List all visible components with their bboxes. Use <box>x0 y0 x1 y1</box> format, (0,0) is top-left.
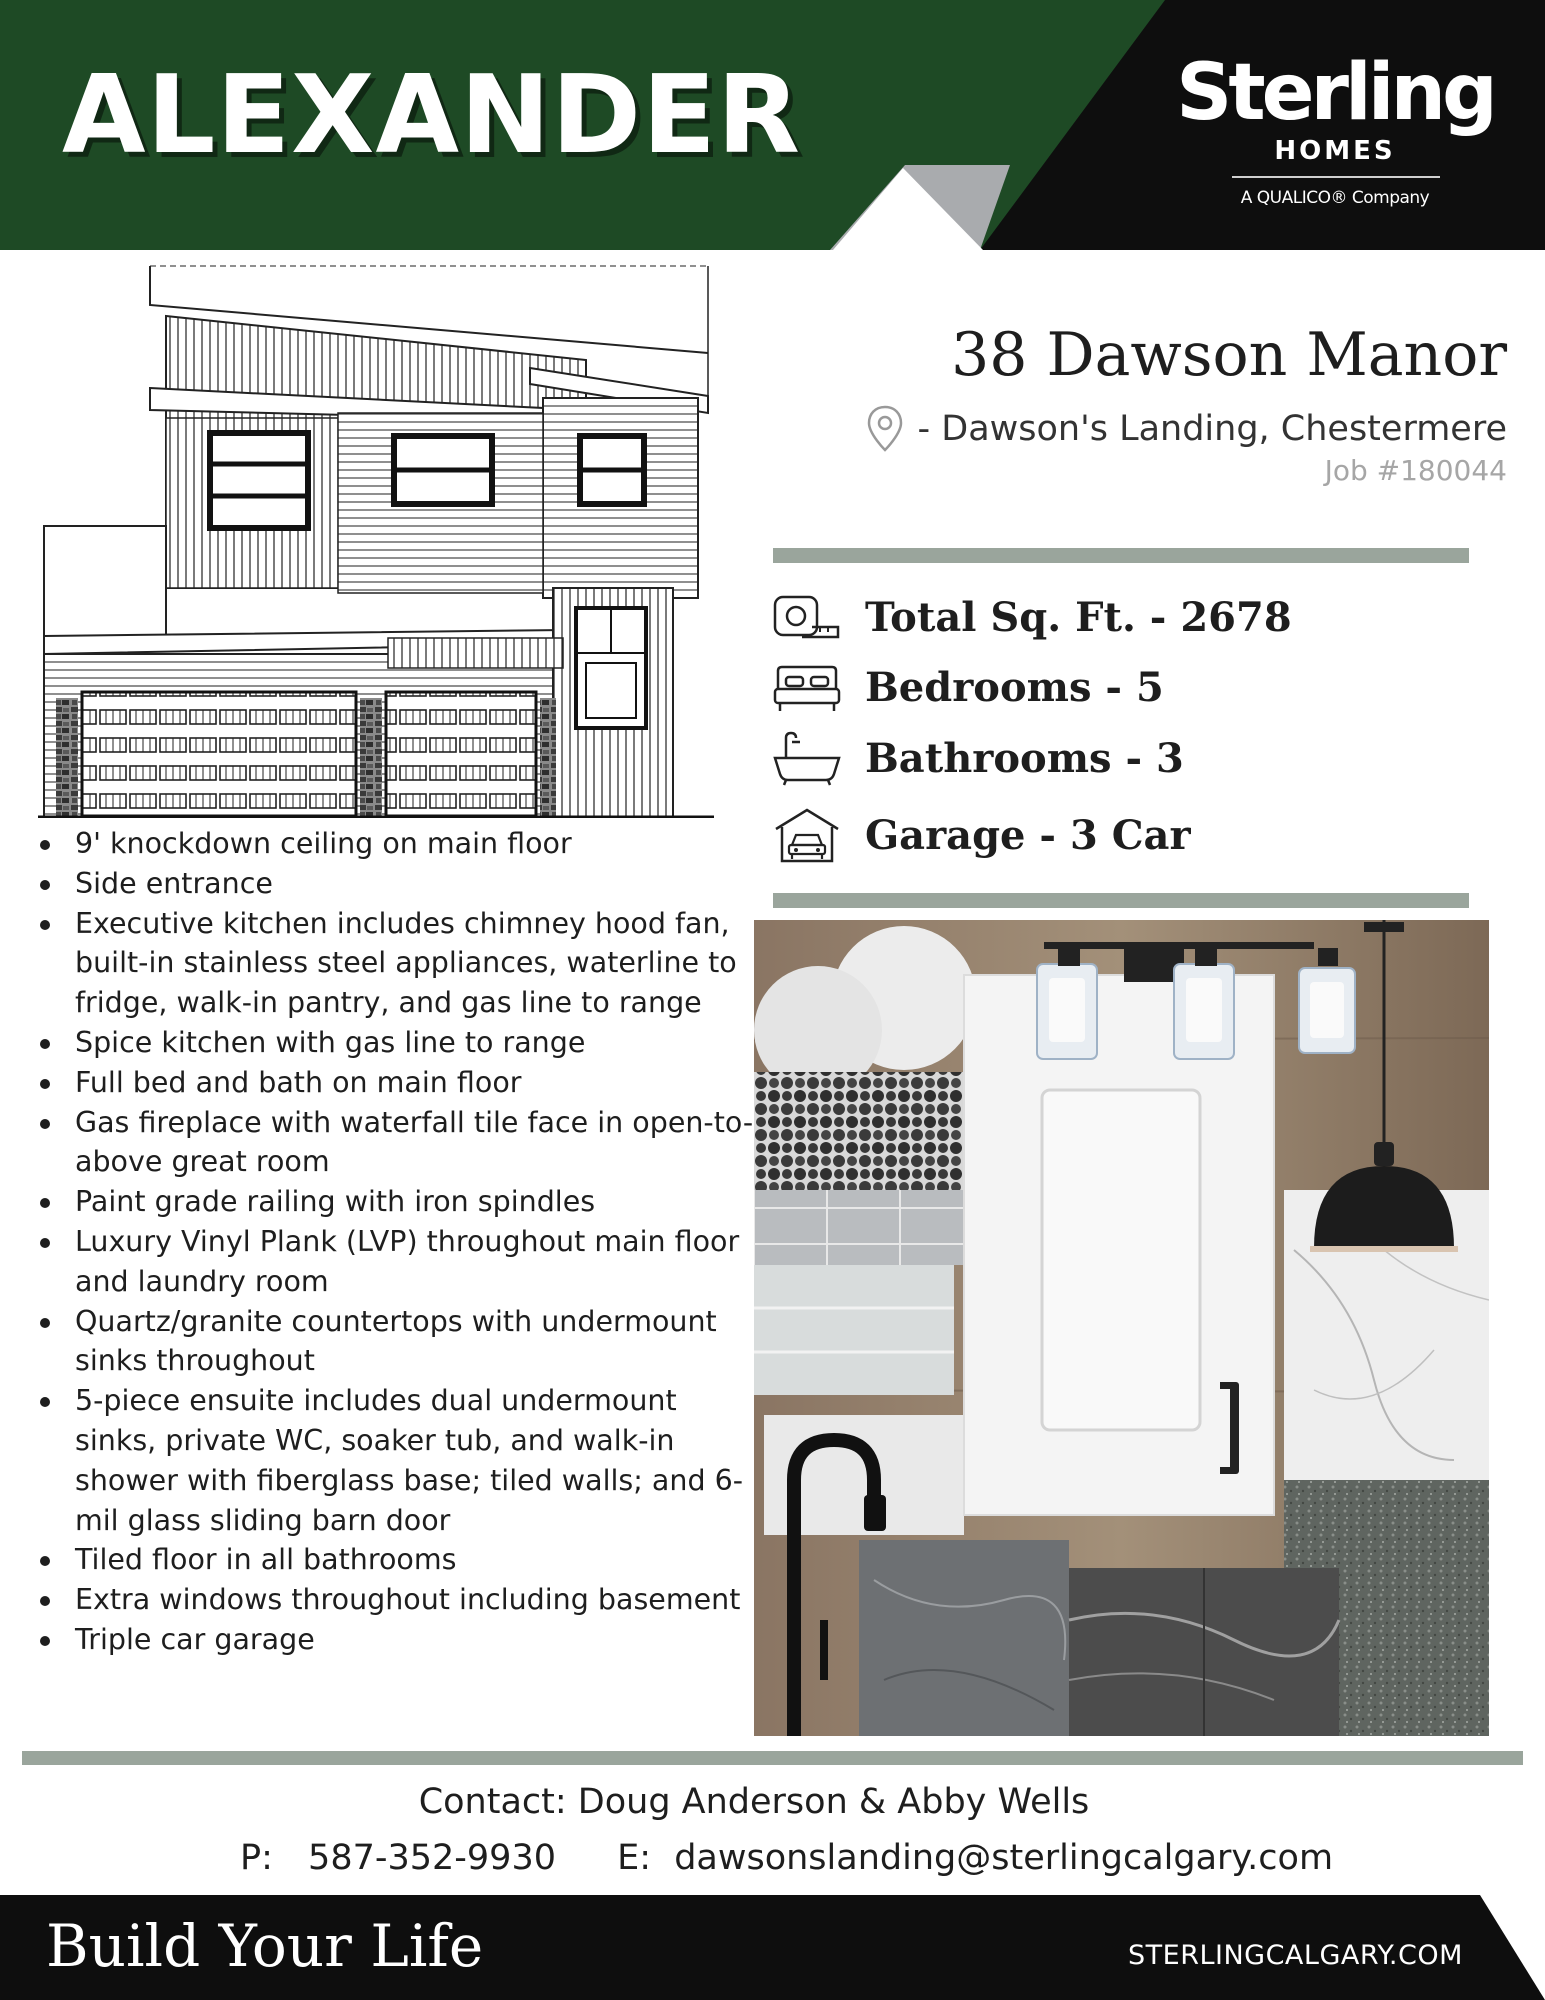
feature-item: Side entrance <box>34 864 754 904</box>
divider-top <box>773 548 1469 563</box>
house-elevation-drawing <box>38 258 714 818</box>
feature-item: Paint grade railing with iron spindles <box>34 1182 754 1222</box>
location-pin-icon <box>865 404 905 454</box>
phone-number[interactable]: 587-352-9930 <box>308 1838 556 1878</box>
job-number: Job #180044 <box>1324 454 1507 487</box>
spec-label: Bedrooms - 5 <box>865 663 1164 711</box>
contact-details <box>240 1838 1333 1878</box>
feature-list <box>34 824 754 1660</box>
community-location: - Dawson's Landing, Chestermere <box>917 409 1507 449</box>
divider-middle <box>773 893 1469 908</box>
spec-bathrooms <box>772 727 1184 789</box>
phone-label: P: <box>240 1838 273 1878</box>
feature-item: Quartz/granite countertops with undermount sinks throughout <box>34 1302 754 1382</box>
feature-item: 9' knockdown ceiling on main floor <box>34 824 754 864</box>
feature-item: Full bed and bath on main floor <box>34 1063 754 1103</box>
feature-item: Executive kitchen includes chimney hood fan, built-in stainless steel appliances, waterline to fridge, walk-in pantry, and gas line to range <box>34 904 754 1023</box>
bathtub-icon <box>772 730 842 786</box>
property-address: 38 Dawson Manor <box>951 320 1507 390</box>
feature-item: Spice kitchen with gas line to range <box>34 1023 754 1063</box>
email-address[interactable]: dawsonslanding@sterlingcalgary.com <box>674 1838 1334 1878</box>
brand-logo-sub: HOMES <box>1274 136 1396 166</box>
garage-icon <box>772 807 842 863</box>
location-row <box>865 404 1507 454</box>
feature-item: Luxury Vinyl Plank (LVP) throughout main floor and laundry room <box>34 1222 754 1302</box>
spec-label: Total Sq. Ft. - 2678 <box>865 593 1292 641</box>
contact-names: Contact: Doug Anderson & Abby Wells <box>418 1782 1090 1822</box>
brand-divider <box>1232 176 1440 178</box>
feature-item: Extra windows throughout including basement <box>34 1580 754 1620</box>
spec-bedrooms <box>772 656 1164 718</box>
spec-garage <box>772 804 1191 866</box>
tape-measure-icon <box>772 589 842 645</box>
feature-item: Triple car garage <box>34 1620 754 1660</box>
spec-label: Bathrooms - 3 <box>865 734 1184 782</box>
model-name: ALEXANDER <box>62 53 802 178</box>
brand-logo-name: Sterling <box>1176 48 1494 138</box>
spec-total-sqft <box>772 586 1292 648</box>
feature-item: Gas fireplace with waterfall tile face in open-to-above great room <box>34 1103 754 1183</box>
feature-item: Tiled floor in all bathrooms <box>34 1540 754 1580</box>
email-label: E: <box>617 1838 652 1878</box>
slogan: Build Your Life <box>46 1912 484 1980</box>
feature-item: 5-piece ensuite includes dual undermount sinks, private WC, soaker tub, and walk-in shower with fiberglass base; tiled walls; and 6-mil glass sliding barn door <box>34 1381 754 1540</box>
divider-bottom <box>22 1751 1523 1765</box>
finishes-mood-board <box>754 920 1489 1736</box>
spec-label: Garage - 3 Car <box>865 811 1191 859</box>
brand-tagline: A QUALICO® Company <box>1240 188 1430 208</box>
website-link[interactable]: STERLINGCALGARY.COM <box>1128 1940 1463 1971</box>
bed-icon <box>772 659 842 715</box>
